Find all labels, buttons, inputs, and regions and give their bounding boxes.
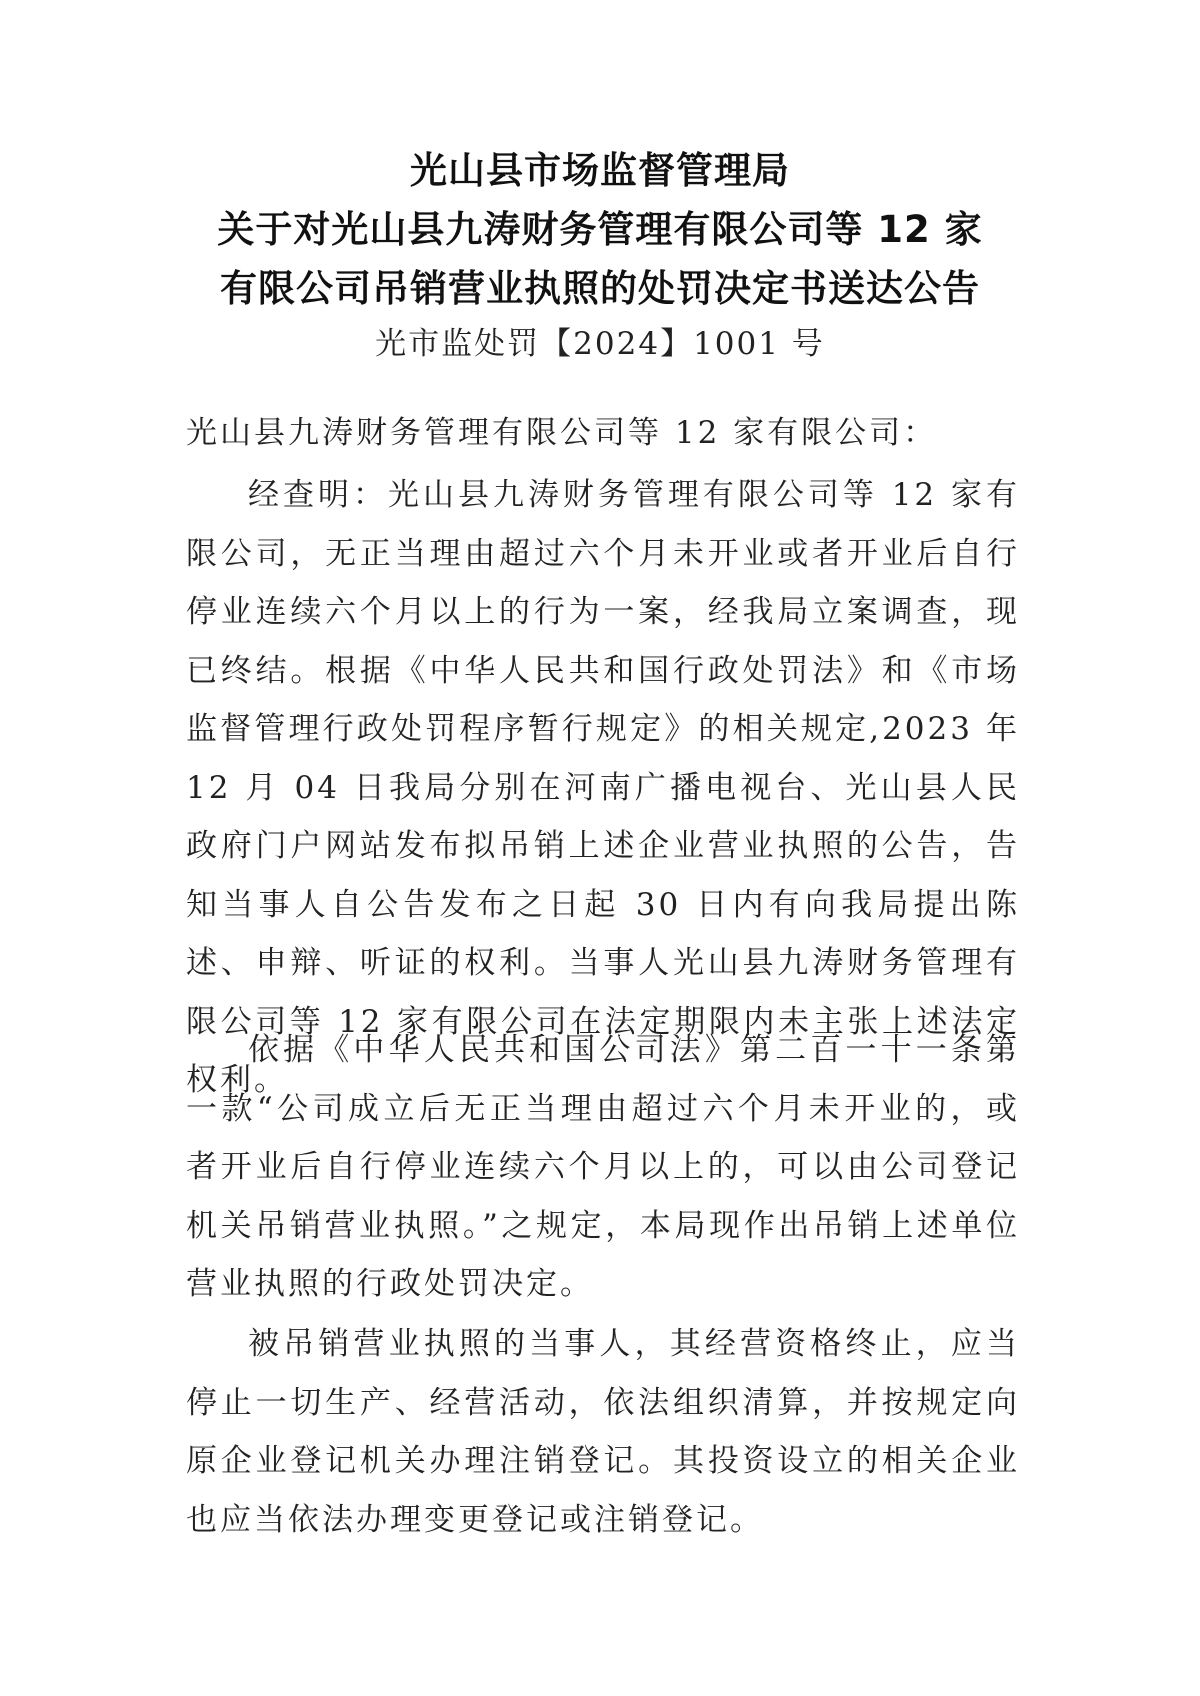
title-line-1: 光山县市场监督管理局 [410,149,790,192]
title-line-3: 有限公司吊销营业执照的处罚决定书送达公告 [220,267,980,310]
paragraph-findings: 经查明：光山县九涛财务管理有限公司等 12 家有限公司，无正当理由超过六个月未开业或者开业后自行停业连续六个月以上的行为一案，经我局立案调查，现已终结。根据《中华人民共和国行政处罚法》和《市场监督管理行政处罚程序暂行规定》的相关规定,2023 年 12 月 04 日我局分别在河南广播电视台、光山县人民政府门户网站发布拟吊销上述企业营业执照的公告，告知当事人自公告发布之日起 30 日内有向我局提出陈述、申辩、听证的权利。当事人光山县九涛财务管理有限公司等 12 家有限公司在法定期限内未主张上述法定权利。 [186,477,1020,1098]
title-line-2: 关于对光山县九涛财务管理有限公司等 12 家 [217,208,983,251]
salutation: 光山县九涛财务管理有限公司等 12 家有限公司： [186,415,938,451]
paragraph-legal-basis: 依据《中华人民共和国公司法》第二百一十一条第一款“公司成立后无正当理由超过六个月未开业的，或者开业后自行停业连续六个月以上的，可以由公司登记机关吊销营业执照。”之规定，本局现作出吊销上述单位营业执照的行政处罚决定。 [186,1032,1020,1302]
paragraph-consequences: 被吊销营业执照的当事人，其经营资格终止，应当停止一切生产、经营活动，依法组织清算，并按规定向原企业登记机关办理注销登记。其投资设立的相关企业也应当依法办理变更登记或注销登记。 [186,1326,1020,1538]
document-number: 光市监处罚【2024】1001 号 [375,326,825,362]
